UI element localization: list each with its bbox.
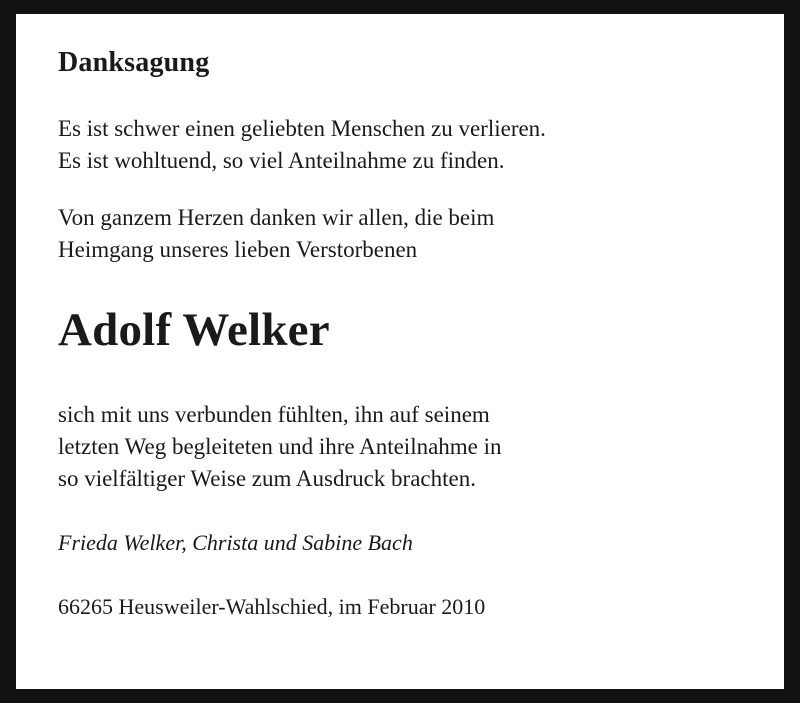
thanks-line-1: Von ganzem Herzen danken wir allen, die beim — [58, 205, 495, 231]
place-and-date: 66265 Heusweiler-Wahlschied, im Februar 2010 — [58, 593, 486, 619]
body-line-2: letzten Weg begleiteten und ihre Anteilnahme in — [58, 433, 502, 459]
deceased-name: Adolf Welker — [58, 303, 330, 356]
intro-line-1: Es ist schwer einen geliebten Menschen zu verlieren. — [58, 115, 546, 141]
body-line-1: sich mit uns verbunden fühlten, ihn auf seinem — [58, 402, 490, 428]
thanks-line-2: Heimgang unseres lieben Verstorbenen — [58, 237, 418, 262]
body-paragraph — [58, 399, 742, 494]
thanks-paragraph — [58, 202, 742, 265]
family-signature: Frieda Welker, Christa und Sabine Bach — [58, 530, 413, 556]
notice-heading: Danksagung — [58, 47, 210, 78]
body-line-3: so vielfältiger Weise zum Ausdruck brachten. — [58, 465, 476, 491]
intro-paragraph — [58, 113, 742, 176]
intro-line-2: Es ist wohltuend, so viel Anteilnahme zu finden. — [58, 147, 505, 173]
